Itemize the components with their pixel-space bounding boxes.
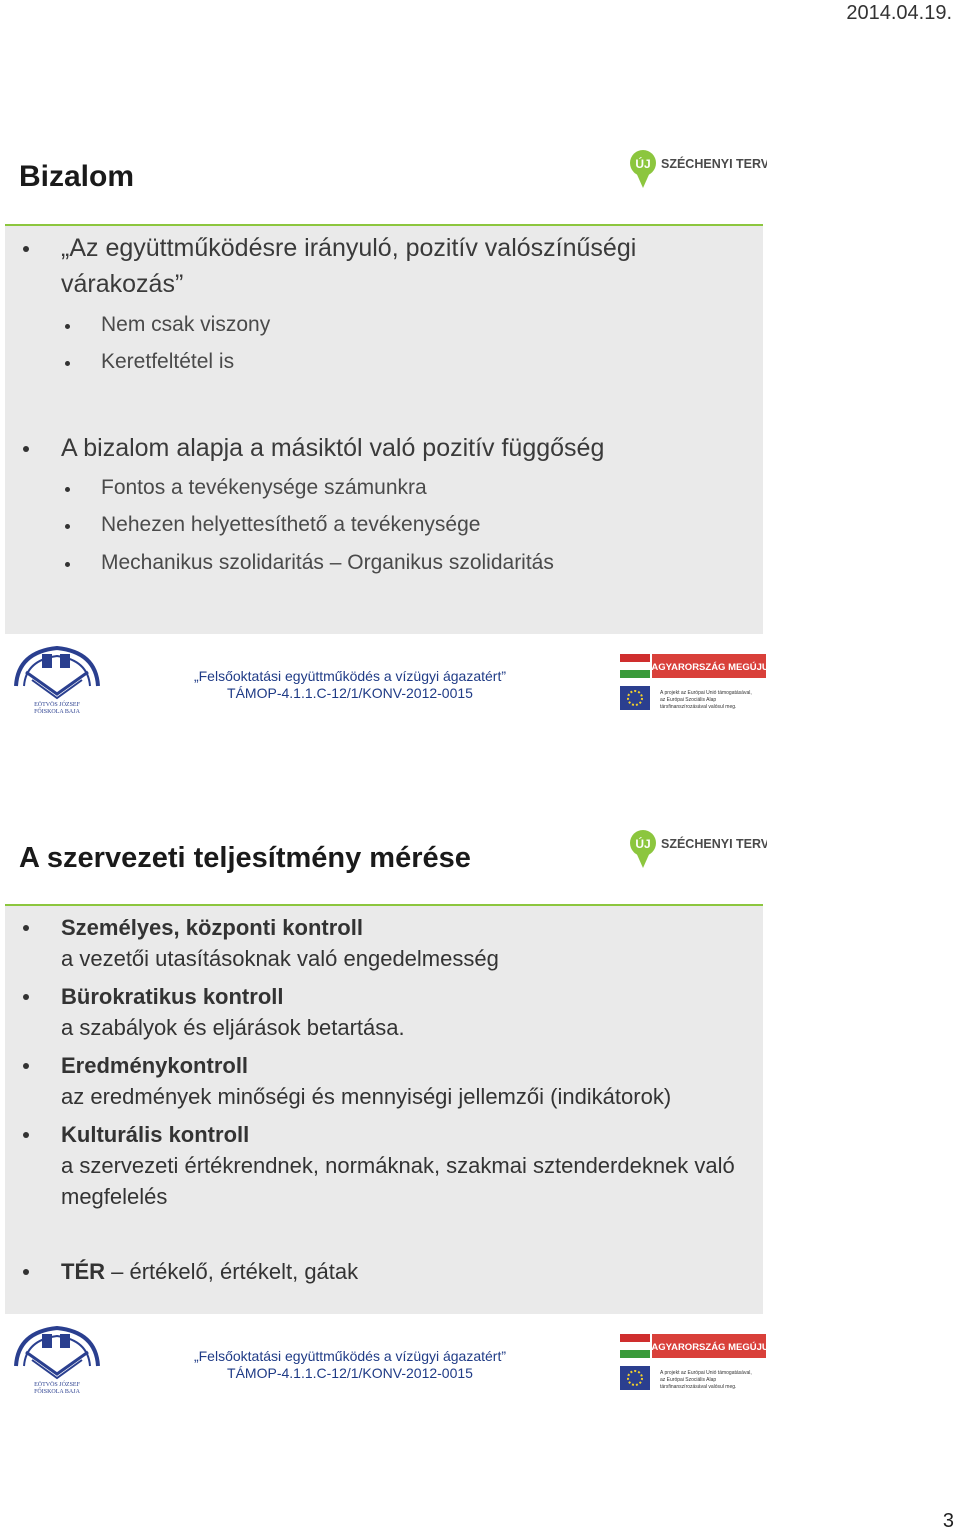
slide-2-item-2	[61, 981, 745, 1043]
slide-2-item-2-head: Bürokratikus kontroll	[61, 984, 284, 1009]
slide-1-bullet-1: „Az együttműködésre irányuló, pozitív valószínűségi várakozás”	[61, 234, 637, 298]
slide-2-item-3	[61, 1050, 745, 1112]
slide-2-content	[5, 904, 763, 1314]
slide-1-content	[5, 224, 763, 634]
slide-1-sub-1-1-dot	[65, 324, 70, 329]
slide-2-item-3-body: az eredmények minőségi és mennyiségi jellemzői (indikátorok)	[61, 1084, 672, 1109]
slide-2-item-2-dot	[23, 994, 29, 1000]
footer-line-1b: „Felsőoktatási együttműködés a vízügyi ágazatért”	[193, 1348, 507, 1364]
slide-1-sub-1-2: Keretfeltétel is	[101, 350, 235, 373]
eu-logo	[620, 654, 768, 714]
slide-1-bullet-2-dot	[23, 446, 29, 452]
slide-2-item-1	[61, 912, 745, 974]
slide-1-sub-2-3-dot	[65, 562, 70, 567]
slide-1-sub-2-2-dot	[65, 524, 70, 529]
school-name-2b: FŐISKOLA BAJA	[34, 1389, 80, 1394]
slide-2-item-4	[61, 1119, 745, 1212]
page-number: 3	[942, 1510, 954, 1532]
slide-1-sub-2-1: Fontos a tevékenysége számunkra	[101, 476, 427, 499]
szechenyi-terv-logo-2	[627, 828, 767, 872]
footer-text-2	[180, 1348, 520, 1382]
uj-text: ÚJ	[635, 157, 651, 171]
footer-line-2b: TÁMOP-4.1.1.C-12/1/KONV-2012-0015	[227, 1365, 473, 1381]
school-name-2: FŐISKOLA BAJA	[34, 709, 80, 714]
slide-2-item-4-dot	[23, 1132, 29, 1138]
eu-text-2b: az Európai Szociális Alap	[660, 1377, 717, 1383]
eu-banner-text-2: MAGYARORSZÁG MEGÚJUL	[643, 1342, 768, 1353]
slide-2-footer	[0, 1318, 960, 1408]
szechenyi-terv-text: SZÉCHENYI TERV	[661, 157, 767, 171]
slide-1-title: Bizalom	[19, 160, 135, 193]
slide-2-item-3-head: Eredménykontroll	[61, 1053, 249, 1078]
school-logo-2	[12, 1322, 102, 1394]
slide-2-item-4-body: a szervezeti értékrendnek, normáknak, szakmai sztenderdeknek való megfelelés	[61, 1153, 735, 1209]
slide-1-footer	[0, 638, 960, 728]
slide-1-sub-2-3: Mechanikus szolidaritás – Organikus szolidaritás	[101, 551, 554, 574]
slide-2-item-5	[61, 1256, 745, 1287]
school-logo	[12, 642, 102, 714]
slide-2-item-2-body: a szabályok és eljárások betartása.	[61, 1015, 405, 1040]
slide-2-item-1-dot	[23, 925, 29, 931]
footer-text	[180, 668, 520, 702]
slide-1-sub-1-1: Nem csak viszony	[101, 313, 271, 336]
szechenyi-terv-logo	[627, 148, 767, 192]
eu-logo-2	[620, 1334, 768, 1394]
uj-text-2: ÚJ	[635, 837, 651, 851]
eu-text-2: az Európai Szociális Alap	[660, 697, 717, 703]
slide-2-item-4-head: Kulturális kontroll	[61, 1122, 250, 1147]
eu-banner-text: MAGYARORSZÁG MEGÚJUL	[643, 662, 768, 673]
slide-1-bullet-1-dot	[23, 246, 29, 252]
slide-2-item-5-rest: – értékelő, értékelt, gátak	[105, 1259, 359, 1284]
eu-text-1: A projekt az Európai Unió támogatásával,	[660, 690, 752, 696]
slide-2-item-1-head: Személyes, központi kontroll	[61, 915, 363, 940]
slide-2-item-5-dot	[23, 1269, 29, 1275]
eu-text-3b: társfinanszírozásával valósul meg.	[660, 1384, 737, 1390]
slide-1-sub-1-2-dot	[65, 361, 70, 366]
slide-2-item-1-body: a vezetői utasításoknak való engedelmesség	[61, 946, 499, 971]
eu-text-1b: A projekt az Európai Unió támogatásával,	[660, 1370, 752, 1376]
eu-text-3: társfinanszírozásával valósul meg.	[660, 704, 737, 710]
slide-1	[5, 140, 767, 720]
slide-2-item-3-dot	[23, 1063, 29, 1069]
szechenyi-terv-text-2: SZÉCHENYI TERV	[661, 837, 767, 851]
slide-1-bullet-2: A bizalom alapja a másiktól való pozitív függőség	[61, 434, 605, 462]
slide-2	[5, 820, 767, 1320]
slide-2-title: A szervezeti teljesítmény mérése	[19, 842, 471, 874]
slide-1-sub-2-2: Nehezen helyettesíthető a tevékenysége	[101, 513, 481, 536]
slide-2-item-5-head: TÉR	[61, 1259, 105, 1284]
slide-1-sub-2-1-dot	[65, 487, 70, 492]
school-name-1b: EÖTVÖS JÓZSEF	[34, 1382, 80, 1388]
date: 2014.04.19.	[846, 2, 952, 24]
footer-line-2: TÁMOP-4.1.1.C-12/1/KONV-2012-0015	[227, 685, 473, 701]
footer-line-1: „Felsőoktatási együttműködés a vízügyi ágazatért”	[193, 668, 507, 684]
school-name-1: EÖTVÖS JÓZSEF	[34, 702, 80, 708]
